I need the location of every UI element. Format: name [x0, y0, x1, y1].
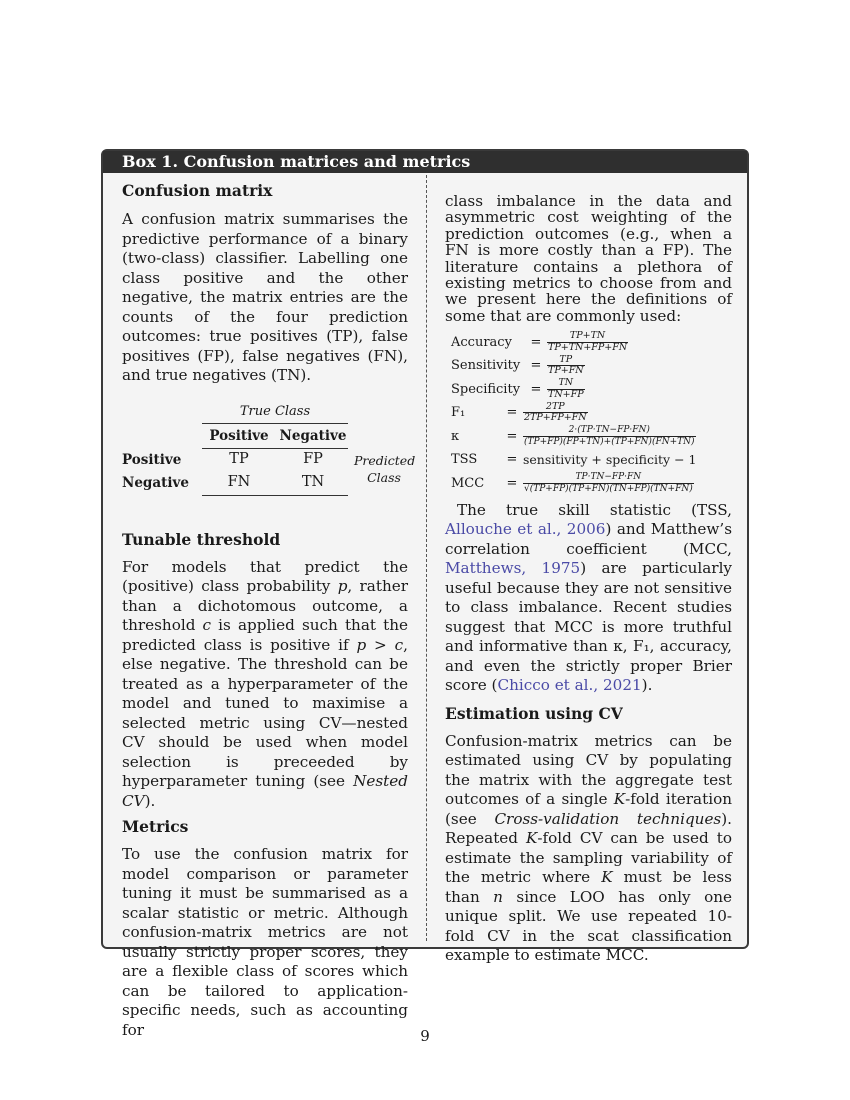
paragraph-tunable-threshold: For models that predict the (positive) class probability p, rather than a dichotomous outcome, a threshold c is applied such that the predicted class is positive if p > c, else negative. The threshold can be treated as a hyperparameter of the model and tuned to maximise a selected metric using CV—nested CV should be used when model selection is preceeded by hyperparameter tuning (see Nested CV). [122, 557, 408, 810]
predicted-class-line1: Predicted [354, 452, 416, 468]
metric-specificity: Specificity = $\frac{TN}{TN+FP}$ [451, 377, 584, 400]
ref-matthews[interactable]: Matthews, 1975 [445, 559, 581, 578]
paragraph-metrics: To use the confusion matrix for model comparison or parameter tuning it must be summarised as a scalar statistic or metric. Although confusion-matrix metrics are not usually strictly proper scores, they are a flexible class of scores which can be tailored to application-specific needs, such as accounting for [122, 845, 408, 1039]
page-number: 9 [420, 1027, 430, 1045]
row-header-negative: Negative [122, 474, 189, 491]
paragraph-estimation-cv: Confusion-matrix metrics can be estimated using CV by populating the matrix with the aggregate test outcomes of a single K-fold iteration (see Cross-validation techniques). Repeated K-fold CV can be used to estimate the sampling variability of the metric where K must be less than n since LOO has only one unique split. We use repeated 10-fold CV in the scat classification example to estimate MCC. [445, 731, 732, 965]
heading-estimation-cv: Estimation using CV [445, 703, 623, 723]
paragraph-metrics-intro: class imbalance in the data and asymmetric cost weighting of the prediction outcomes (e.g., when a FN is more costly than a FP). The literature contains a plethora of existing metrics to choose from and we present here the definitions of some that are commonly used: [445, 192, 732, 325]
cell-tn: TN [301, 473, 325, 490]
box-1 [101, 149, 749, 1039]
row-header-positive: Positive [122, 451, 182, 468]
metric-accuracy: Accuracy = $\frac{TP+TN}{TP+TN+FP+FN}$ [451, 330, 628, 353]
metric-sensitivity: Sensitivity = $\frac{TP}{TP+FN}$ [451, 353, 584, 376]
predicted-class-label [354, 452, 414, 486]
heading-metrics: Metrics [122, 817, 189, 836]
metric-definitions [451, 330, 732, 495]
table-rule-mid [202, 448, 348, 449]
heading-tunable-threshold: Tunable threshold [122, 529, 281, 549]
column-divider [426, 175, 427, 941]
right-column [445, 175, 732, 966]
predicted-class-line2: Class [367, 469, 401, 485]
left-column [122, 175, 416, 1040]
table-rule-top [202, 423, 348, 424]
cell-fn: FN [227, 473, 251, 490]
ref-chicco[interactable]: Chicco et al., 2021 [497, 676, 642, 695]
metric-kappa: κ = $\frac{2\cdot(TP\cdot TN-FP\cdot FN)}{(TP+FP)(FP+TN)+(TP+FN)(FN+TN)}$ [451, 425, 695, 447]
box-title: Box 1. Confusion matrices and metrics [103, 151, 747, 173]
col-header-positive: Positive [209, 427, 269, 444]
confusion-matrix-table [122, 403, 416, 504]
heading-confusion-matrix: Confusion matrix [122, 181, 273, 200]
table-rule-bottom [202, 495, 348, 496]
cell-fp: FP [303, 450, 323, 467]
cell-tp: TP [229, 450, 249, 467]
paragraph-confusion-matrix: A confusion matrix summarises the predictive performance of a binary (two-class) classifier. Labelling one class positive and the other negative, the matrix entries are the counts of the four prediction outcomes: true positives (TP), false positives (FP), false negatives (FN), and true negatives (TN). [122, 210, 408, 384]
true-class-label: True Class [239, 403, 311, 419]
metric-f1: F₁ = $\frac{2TP}{2TP+FP+FN}$ [451, 400, 587, 423]
metric-tss: TSS = sensitivity + specificity − 1 [451, 452, 697, 467]
ref-allouche[interactable]: Allouche et al., 2006 [445, 520, 606, 539]
col-header-negative: Negative [279, 427, 347, 444]
paragraph-tss-mcc: The true skill statistic (TSS, Allouche et al., 2006) and Matthew’s correlation coefficient (MCC, Matthews, 1975) are particularly useful because they are not sensitive to class imbalance. Recent studies suggest that MCC is more truthful and informative than κ, F₁, accuracy, and even the strictly proper Brier score (Chicco et al., 2021). [445, 500, 733, 695]
metric-mcc: MCC = $\frac{TP\cdot TN-FP\cdot FN}{√(TP+FP)(TP+FN)(TN+FP)(TN+FN)}$ [451, 472, 693, 494]
